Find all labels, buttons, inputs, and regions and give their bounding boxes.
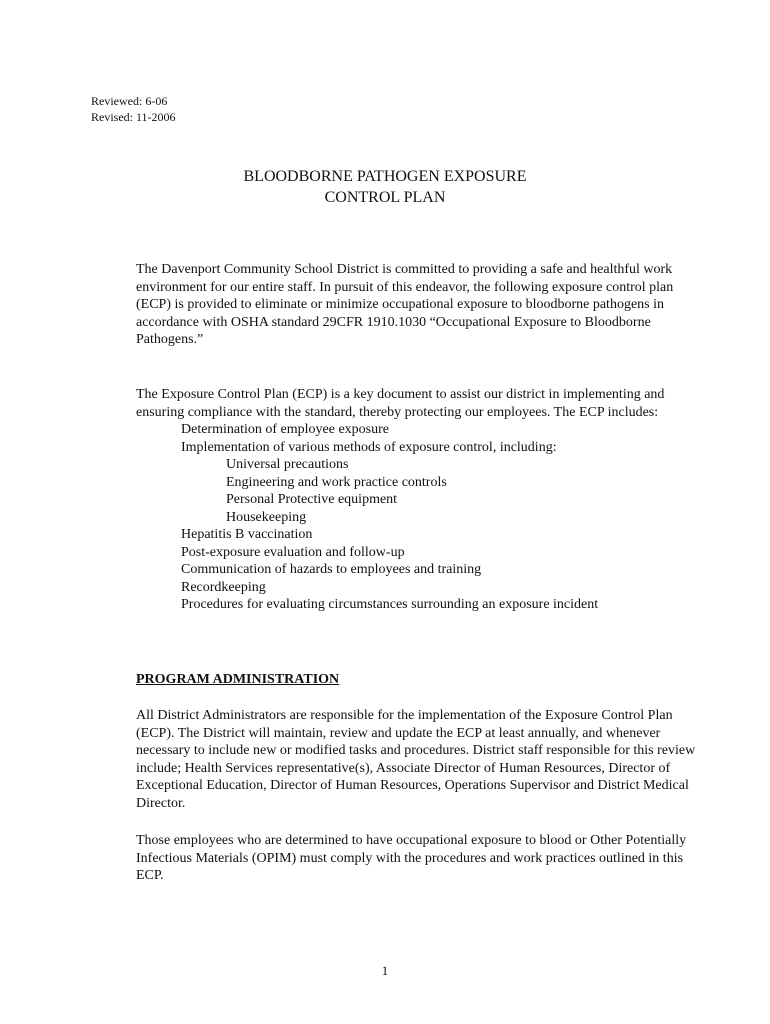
intro-paragraph: The Davenport Community School District is committed to providing a safe and healthful work environment for our entire staff. In pursuit of this endeavor, the following exposure control plan (ECP) is provided to eliminate or minimize occupational exposure to bloodborne pathogens in accordance with OSHA standard 29CFR 1910.1030 “Occupational Exposure to Bloodborne Pathogens.”	[136, 262, 674, 347]
list-item: Communication of hazards to employees and training	[181, 562, 482, 577]
list-item: Determination of employee exposure	[181, 422, 389, 437]
ecp-section	[136, 386, 696, 614]
list-item: Recordkeeping	[181, 579, 266, 595]
list-subitem: Universal precautions	[226, 457, 349, 472]
list-subitem: Engineering and work practice controls	[226, 474, 447, 490]
program-admin-paragraph-1: All District Administrators are responsible for the implementation of the Exposure Control Plan (ECP). The District will maintain, review and update the ECP at least annually, and whenever necessary to include new or modified tasks and procedures. District staff responsible for this review include; Health Services representative(s), Associate Director of Human Resources, Director of Exceptional Education, Director of Human Resources, Operations Supervisor and District Medical Director.	[136, 708, 696, 811]
program-admin-paragraph-2: Those employees who are determined to have occupational exposure to blood or Other Potentially Infectious Materials (OPIM) must comply with the procedures and work practices outlined in this ECP.	[136, 833, 687, 883]
revision-info	[91, 93, 176, 125]
document-title	[0, 166, 770, 208]
ecp-paragraph: The Exposure Control Plan (ECP) is a key document to assist our district in implementing and ensuring compliance with the standard, thereby protecting our employees. The ECP includes:	[136, 387, 665, 420]
title-line-2: CONTROL PLAN	[324, 189, 446, 206]
ecp-includes-list	[136, 421, 696, 614]
list-item: Implementation of various methods of exposure control, including:	[181, 439, 557, 455]
list-item: Post-exposure evaluation and follow-up	[181, 544, 405, 560]
title-line-1: BLOODBORNE PATHOGEN EXPOSURE	[243, 168, 527, 185]
program-administration-heading: PROGRAM ADMINISTRATION	[136, 672, 340, 687]
list-subitem: Housekeeping	[226, 509, 307, 525]
list-item: Procedures for evaluating circumstances surrounding an exposure incident	[181, 597, 599, 612]
page-number: 1	[381, 963, 389, 978]
reviewed-date: Reviewed: 6-06	[91, 94, 168, 108]
revised-date: Revised: 11-2006	[91, 110, 176, 124]
list-subitem: Personal Protective equipment	[226, 492, 398, 507]
list-item: Hepatitis B vaccination	[181, 527, 313, 542]
